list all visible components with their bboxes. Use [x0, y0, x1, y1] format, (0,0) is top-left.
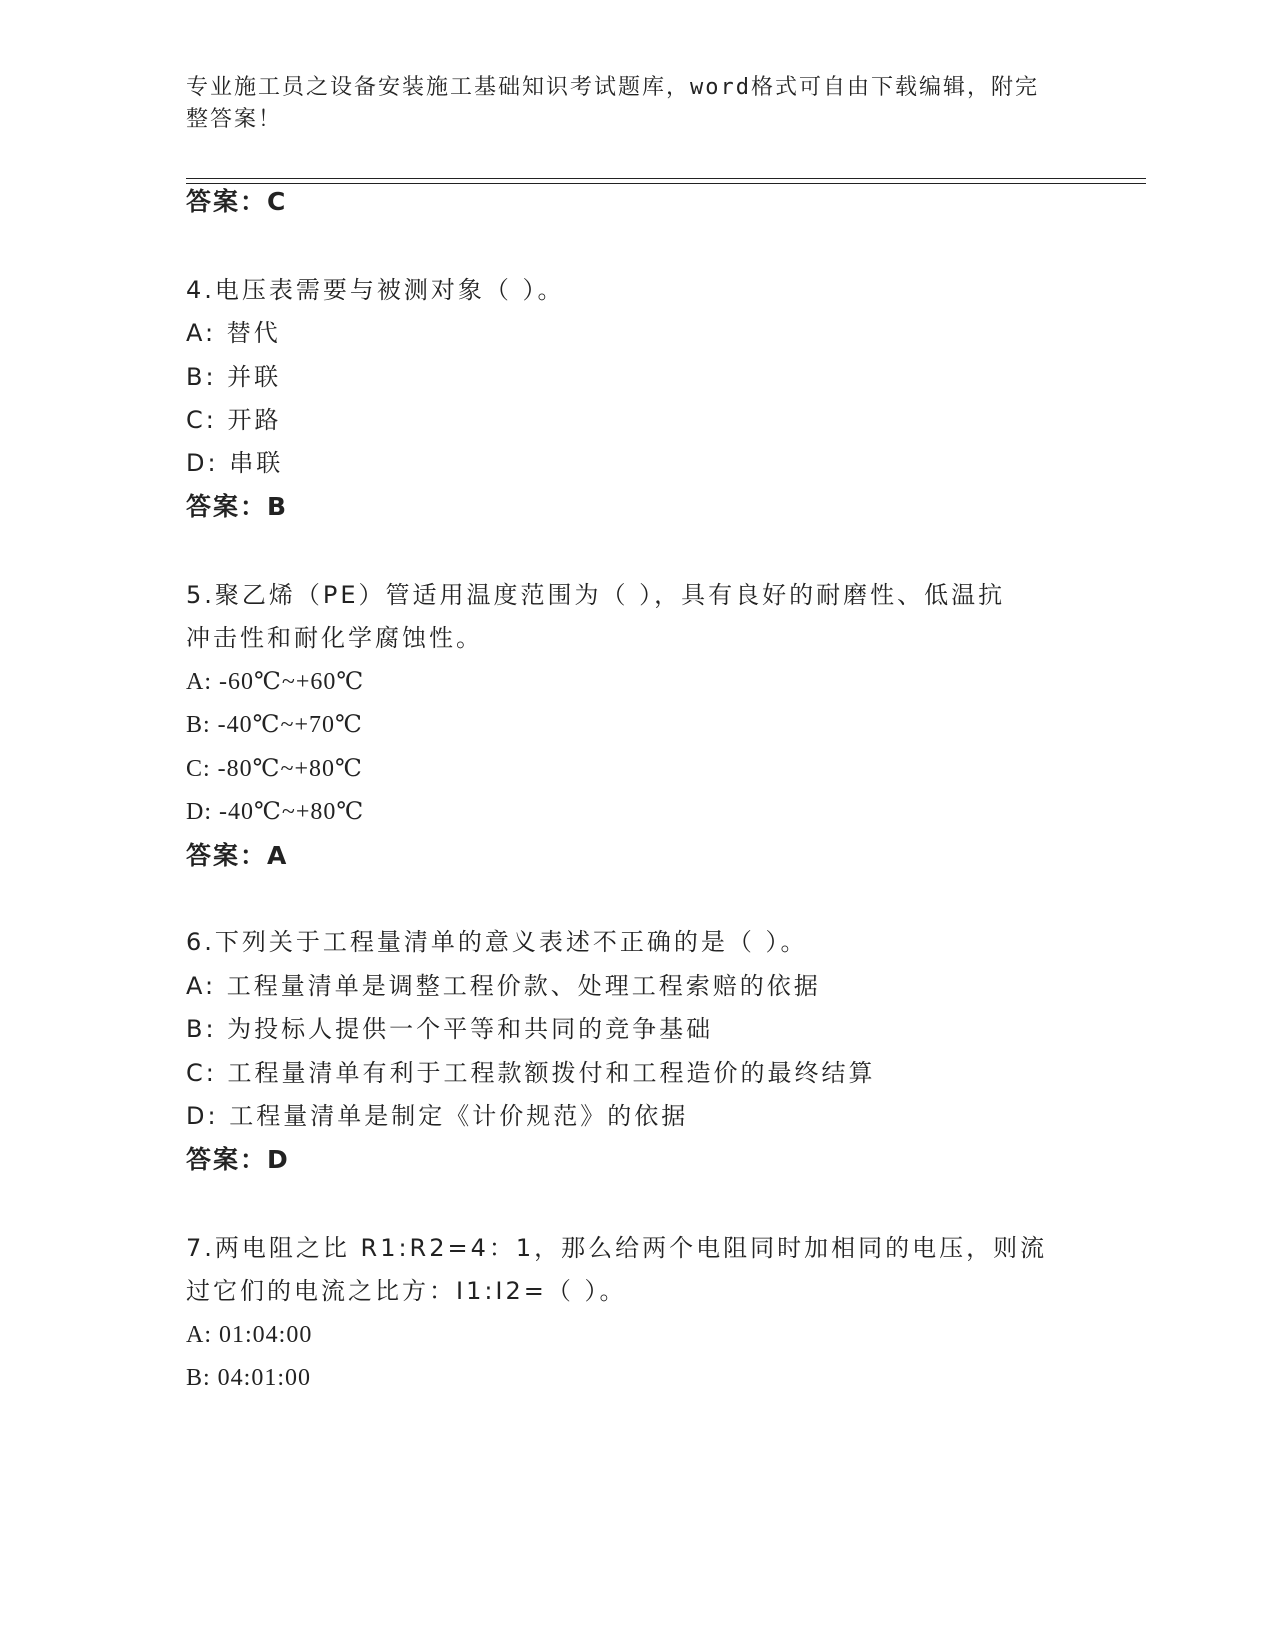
question-6-answer: 答案：D: [186, 1145, 290, 1174]
header-line-1: 专业施工员之设备安装施工基础知识考试题库，word格式可自由下载编辑，附完: [186, 75, 1039, 100]
question-5-answer: 答案：A: [186, 841, 289, 870]
question-4-option-c: C: 开路: [186, 406, 282, 434]
question-4-stem: 4.电压表需要与被测对象（ ）。: [186, 276, 565, 304]
question-6-option-d: D: 工程量清单是制定《计价规范》的依据: [186, 1102, 689, 1130]
question-6-stem: 6.下列关于工程量清单的意义表述不正确的是（ ）。: [186, 928, 808, 956]
previous-answer: 答案：C: [186, 187, 288, 216]
question-5-option-c: C: -80℃~+80℃: [186, 756, 363, 782]
question-5-stem-line-2: 冲击性和耐化学腐蚀性。: [186, 624, 483, 652]
question-5-option-d: D: -40℃~+80℃: [186, 799, 365, 825]
header-divider-top: [186, 178, 1146, 179]
question-4-answer: 答案：B: [186, 492, 289, 521]
question-6-option-b: B: 为投标人提供一个平等和共同的竞争基础: [186, 1015, 714, 1043]
question-7-option-a: A: 01:04:00: [186, 1322, 313, 1348]
document-header: [186, 72, 1066, 136]
question-4-option-d: D: 串联: [186, 449, 284, 477]
question-5-option-a: A: -60℃~+60℃: [186, 669, 365, 695]
question-7-option-b: B: 04:01:00: [186, 1365, 312, 1391]
header-divider-bottom: [186, 183, 1146, 184]
question-7-stem-line-2: 过它们的电流之比方：I1:I2=（ ）。: [186, 1277, 627, 1305]
header-line-2: 整答案！: [186, 107, 283, 132]
question-6-option-c: C: 工程量清单有利于工程款额拨付和工程造价的最终结算: [186, 1059, 876, 1087]
question-6-option-a: A: 工程量清单是调整工程价款、处理工程索赔的依据: [186, 972, 821, 1000]
question-7-stem-line-1: 7.两电阻之比 R1:R2=4：1，那么给两个电阻同时加相同的电压，则流: [186, 1234, 1048, 1262]
question-4-option-b: B: 并联: [186, 363, 282, 391]
question-4-option-a: A: 替代: [186, 319, 281, 347]
question-5-option-b: B: -40℃~+70℃: [186, 712, 363, 738]
question-5-stem-line-1: 5.聚乙烯（PE）管适用温度范围为（ ），具有良好的耐磨性、低温抗: [186, 581, 1006, 609]
